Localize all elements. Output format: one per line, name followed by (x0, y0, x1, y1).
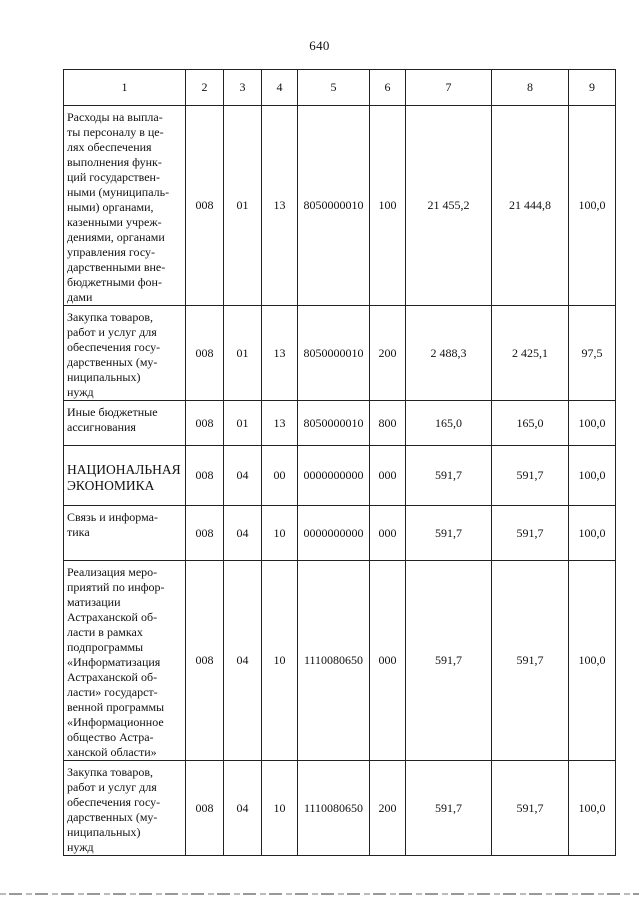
row-cell-c4: 10 (262, 561, 298, 761)
row-cell-c6: 000 (370, 561, 406, 761)
row-cell-c9: 97,5 (569, 306, 616, 401)
row-description: Реализация меро- приятий по инфор- матизации Астраханской об- ласти в рамках подпрограммы «Информатизация Астраханской об- ласти» государст- венной программы «Информационное общество Астра- ханской области» (64, 561, 186, 761)
row-cell-c8: 165,0 (492, 401, 569, 446)
row-cell-c9: 100,0 (569, 761, 616, 856)
row-cell-c5: 1110080650 (298, 561, 370, 761)
row-description: Расходы на выпла- ты персоналу в це- лях обеспечения выполнения функ- ций государствен- ными (муниципаль- ными) органами, казенными учреж- дениями, органами управления госу- дарственными вне- бюджетными фон- дами (64, 106, 186, 306)
table-row (64, 106, 616, 306)
page-number: 640 (309, 38, 330, 53)
row-cell-c9: 100,0 (569, 446, 616, 506)
row-cell-c8: 2 425,1 (492, 306, 569, 401)
row-cell-c3: 01 (224, 401, 262, 446)
row-description: НАЦИОНАЛЬНАЯ ЭКОНОМИКА (64, 446, 186, 506)
row-cell-c4: 10 (262, 761, 298, 856)
row-cell-c6: 200 (370, 306, 406, 401)
row-cell-c8: 591,7 (492, 446, 569, 506)
row-cell-c3: 04 (224, 761, 262, 856)
row-cell-c7: 591,7 (406, 561, 492, 761)
table-row (64, 401, 616, 446)
column-header: 1 (64, 70, 186, 106)
row-cell-c7: 591,7 (406, 446, 492, 506)
row-cell-c5: 8050000010 (298, 106, 370, 306)
row-description: Закупка товаров, работ и услуг для обеспечения госу- дарственных (му- ниципальных) нужд (64, 761, 186, 856)
row-cell-c6: 000 (370, 506, 406, 561)
column-header: 9 (569, 70, 616, 106)
row-description: Закупка товаров, работ и услуг для обеспечения госу- дарственных (му- ниципальных) нужд (64, 306, 186, 401)
row-cell-c6: 200 (370, 761, 406, 856)
row-cell-c8: 591,7 (492, 506, 569, 561)
row-cell-c3: 04 (224, 561, 262, 761)
row-cell-c2: 008 (186, 761, 224, 856)
row-cell-c4: 00 (262, 446, 298, 506)
row-cell-c4: 13 (262, 106, 298, 306)
row-cell-c2: 008 (186, 306, 224, 401)
row-cell-c7: 2 488,3 (406, 306, 492, 401)
row-cell-c9: 100,0 (569, 401, 616, 446)
row-cell-c4: 10 (262, 506, 298, 561)
row-cell-c9: 100,0 (569, 506, 616, 561)
budget-table (63, 69, 616, 856)
table-row (64, 561, 616, 761)
column-header: 8 (492, 70, 569, 106)
row-cell-c7: 591,7 (406, 506, 492, 561)
row-cell-c4: 13 (262, 306, 298, 401)
row-cell-c8: 591,7 (492, 761, 569, 856)
row-cell-c6: 100 (370, 106, 406, 306)
row-cell-c6: 000 (370, 446, 406, 506)
row-cell-c2: 008 (186, 446, 224, 506)
column-header: 3 (224, 70, 262, 106)
row-cell-c2: 008 (186, 506, 224, 561)
row-cell-c2: 008 (186, 401, 224, 446)
column-header: 5 (298, 70, 370, 106)
column-header: 7 (406, 70, 492, 106)
row-cell-c2: 008 (186, 561, 224, 761)
row-cell-c5: 8050000010 (298, 306, 370, 401)
scan-edge-line (0, 893, 639, 895)
column-header: 4 (262, 70, 298, 106)
row-cell-c3: 04 (224, 506, 262, 561)
table-row (64, 306, 616, 401)
table-row (64, 761, 616, 856)
table-header-row (64, 70, 616, 106)
row-cell-c4: 13 (262, 401, 298, 446)
row-cell-c7: 21 455,2 (406, 106, 492, 306)
row-cell-c3: 01 (224, 106, 262, 306)
row-cell-c6: 800 (370, 401, 406, 446)
row-cell-c2: 008 (186, 106, 224, 306)
column-header: 2 (186, 70, 224, 106)
row-cell-c5: 0000000000 (298, 506, 370, 561)
row-description: Иные бюджетные ассигнования (64, 401, 186, 446)
column-header: 6 (370, 70, 406, 106)
table-row (64, 506, 616, 561)
row-cell-c5: 8050000010 (298, 401, 370, 446)
table-row (64, 446, 616, 506)
row-cell-c9: 100,0 (569, 106, 616, 306)
row-cell-c9: 100,0 (569, 561, 616, 761)
row-cell-c7: 165,0 (406, 401, 492, 446)
row-cell-c8: 591,7 (492, 561, 569, 761)
row-cell-c3: 01 (224, 306, 262, 401)
row-description: Связь и информа- тика (64, 506, 186, 561)
row-cell-c3: 04 (224, 446, 262, 506)
row-cell-c7: 591,7 (406, 761, 492, 856)
row-cell-c8: 21 444,8 (492, 106, 569, 306)
row-cell-c5: 1110080650 (298, 761, 370, 856)
row-cell-c5: 0000000000 (298, 446, 370, 506)
